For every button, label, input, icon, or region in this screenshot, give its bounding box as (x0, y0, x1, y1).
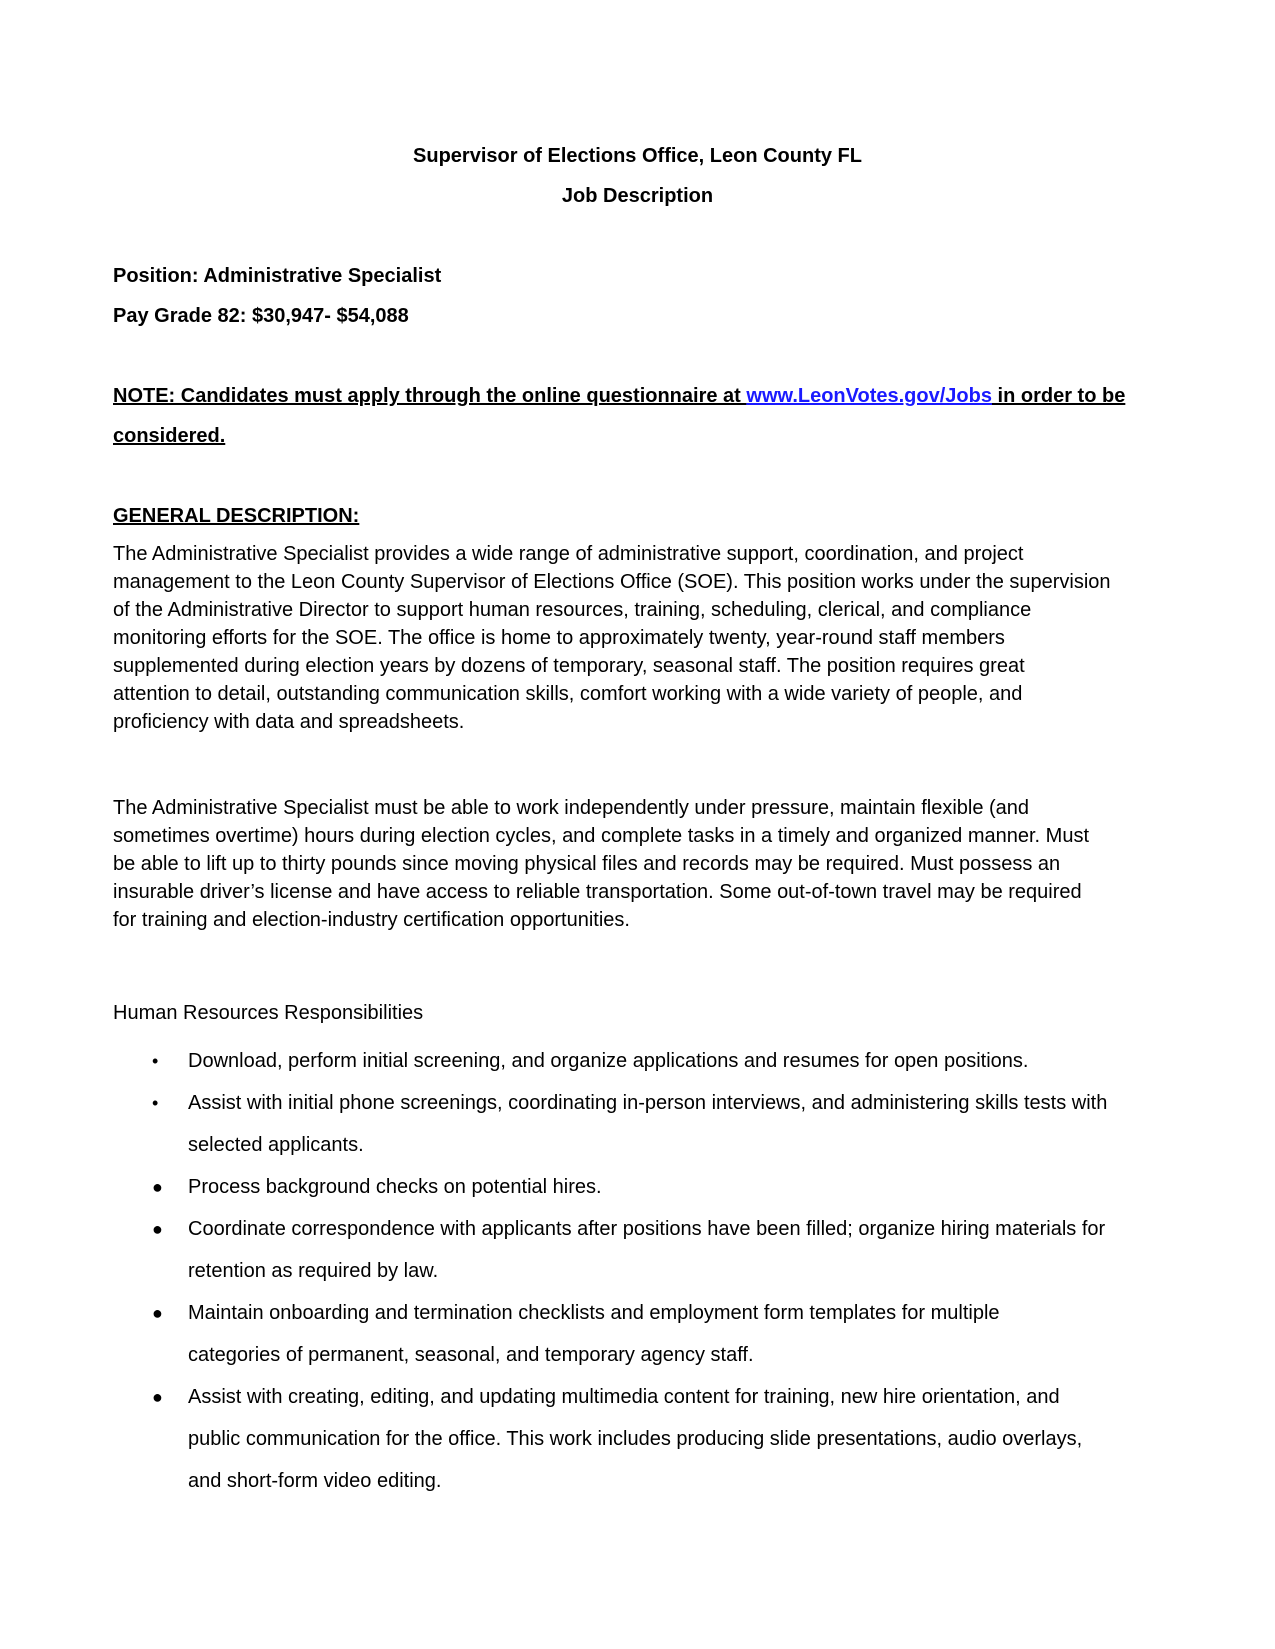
list-item-line: selected applicants. (188, 1134, 364, 1156)
general-description-heading: GENERAL DESCRIPTION: (113, 505, 360, 527)
paragraph-line: of the Administrative Director to support human resources, training, scheduling, clerical, and compliance (113, 599, 1032, 621)
paragraph-line: sometimes overtime) hours during election cycles, and complete tasks in a timely and organized manner. Must (113, 825, 1090, 847)
paragraph-line: supplemented during election years by dozens of temporary, seasonal staff. The position requires great (113, 655, 1025, 677)
list-item-line: Download, perform initial screening, and organize applications and resumes for open positions. (188, 1050, 1029, 1072)
bullet-icon: ● (152, 1219, 163, 1239)
bullet-icon: ● (152, 1303, 163, 1323)
list-item-line: categories of permanent, seasonal, and temporary agency staff. (188, 1344, 754, 1366)
office-title: Supervisor of Elections Office, Leon County FL (413, 145, 862, 167)
note-prefix: NOTE: Candidates must apply through the online questionnaire at (113, 385, 747, 407)
hr-responsibilities-list (113, 1040, 1173, 1502)
jobs-link[interactable]: www.LeonVotes.gov/Jobs (746, 385, 992, 407)
paragraph-line: insurable driver’s license and have access to reliable transportation. Some out-of-town travel may be required (113, 881, 1082, 903)
bullet-icon: • (152, 1051, 159, 1071)
bullet-icon: ● (152, 1387, 163, 1407)
list-item-line: and short-form video editing. (188, 1470, 442, 1492)
hr-responsibilities-heading: Human Resources Responsibilities (113, 1002, 424, 1024)
position-title: Position: Administrative Specialist (113, 265, 442, 287)
list-item (113, 1376, 1173, 1502)
application-note (113, 386, 1125, 406)
bullet-icon: • (152, 1093, 159, 1113)
list-item (113, 1292, 1173, 1376)
list-item-line: Coordinate correspondence with applicants after positions have been filled; organize hiring materials for (188, 1218, 1106, 1240)
paragraph-line: management to the Leon County Supervisor of Elections Office (SOE). This position works under the supervision (113, 571, 1111, 593)
document-type-title: Job Description (561, 185, 714, 207)
list-item (113, 1208, 1173, 1292)
paragraph-line: proficiency with data and spreadsheets. (113, 711, 465, 733)
application-note-continued: considered. (113, 425, 226, 447)
paragraph-line: monitoring efforts for the SOE. The office is home to approximately twenty, year-round staff members (113, 627, 1005, 649)
list-item (113, 1166, 1173, 1208)
bullet-icon: ● (152, 1177, 163, 1197)
list-item-line: public communication for the office. This work includes producing slide presentations, audio overlays, (188, 1428, 1083, 1450)
general-description-paragraph-1 (113, 540, 1163, 736)
paragraph-line: The Administrative Specialist must be able to work independently under pressure, maintain flexible (and (113, 797, 1030, 819)
list-item-line: retention as required by law. (188, 1260, 439, 1282)
paragraph-line: for training and election-industry certification opportunities. (113, 909, 630, 931)
list-item (113, 1082, 1173, 1166)
pay-grade: Pay Grade 82: $30,947- $54,088 (113, 305, 409, 327)
paragraph-line: The Administrative Specialist provides a wide range of administrative support, coordination, and project (113, 543, 1024, 565)
list-item-line: Maintain onboarding and termination checklists and employment form templates for multiple (188, 1302, 1000, 1324)
paragraph-line: attention to detail, outstanding communication skills, comfort working with a wide variety of people, and (113, 683, 1023, 705)
paragraph-line: be able to lift up to thirty pounds since moving physical files and records may be required. Must possess an (113, 853, 1061, 875)
note-suffix: in order to be (991, 385, 1126, 407)
list-item-line: Assist with creating, editing, and updating multimedia content for training, new hire orientation, and (188, 1386, 1060, 1408)
list-item (113, 1040, 1173, 1082)
list-item-line: Process background checks on potential hires. (188, 1176, 602, 1198)
general-description-paragraph-2 (113, 794, 1163, 934)
list-item-line: Assist with initial phone screenings, coordinating in-person interviews, and administering skills tests with (188, 1092, 1108, 1114)
